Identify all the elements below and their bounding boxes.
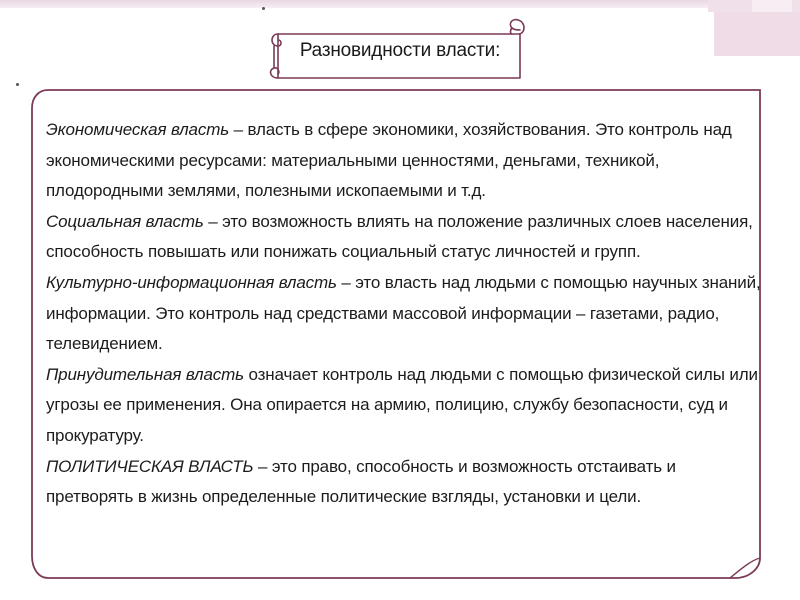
definition-text: означает контроль над людьми с помощью физической силы или угрозы ее применения. Она опирается на армию, полицию, службу безопасности, суд и прокуратуру. bbox=[46, 364, 758, 445]
definition-text: – это возможность влиять на положение различных слоев населения, способность повышать или понижать социальный статус личностей и групп. bbox=[46, 211, 753, 262]
term: Социальная власть bbox=[46, 211, 204, 231]
definition-coercive bbox=[46, 360, 762, 452]
decor-dot bbox=[16, 83, 19, 86]
slide-title: Разновидности власти: bbox=[299, 40, 501, 61]
term: Культурно-информационная власть bbox=[46, 272, 337, 292]
definition-text: – это власть над людьми с помощью научных знаний, информации. Это контроль над средствами массовой информации – газетами, радио, телевидением. bbox=[46, 272, 761, 354]
top-decor-strip bbox=[0, 0, 800, 8]
definition-social bbox=[46, 207, 762, 268]
definitions-list bbox=[46, 115, 762, 513]
term: Экономическая власть bbox=[46, 120, 229, 139]
definition-economic bbox=[46, 115, 762, 207]
content-frame bbox=[30, 88, 772, 580]
definition-cultural-informational bbox=[46, 268, 762, 360]
term: ПОЛИТИЧЕСКАЯ ВЛАСТЬ bbox=[46, 456, 254, 476]
decor-dot bbox=[262, 7, 265, 10]
corner-decor-tiles bbox=[708, 0, 800, 56]
definition-text: – это право, способность и возможность отстаивать и претворять в жизнь определенные политические взгляды, установки и цели. bbox=[46, 456, 676, 507]
definition-political bbox=[46, 452, 762, 513]
title-scroll-banner bbox=[268, 12, 530, 80]
term: Принудительная власть bbox=[46, 364, 244, 384]
definition-text: – власть в сфере экономики, хозяйствования. Это контроль над экономическими ресурсами: материальными ценностями, деньгами, техникой, плодородными землями, полезными ископаемыми и т.д. bbox=[46, 120, 732, 201]
